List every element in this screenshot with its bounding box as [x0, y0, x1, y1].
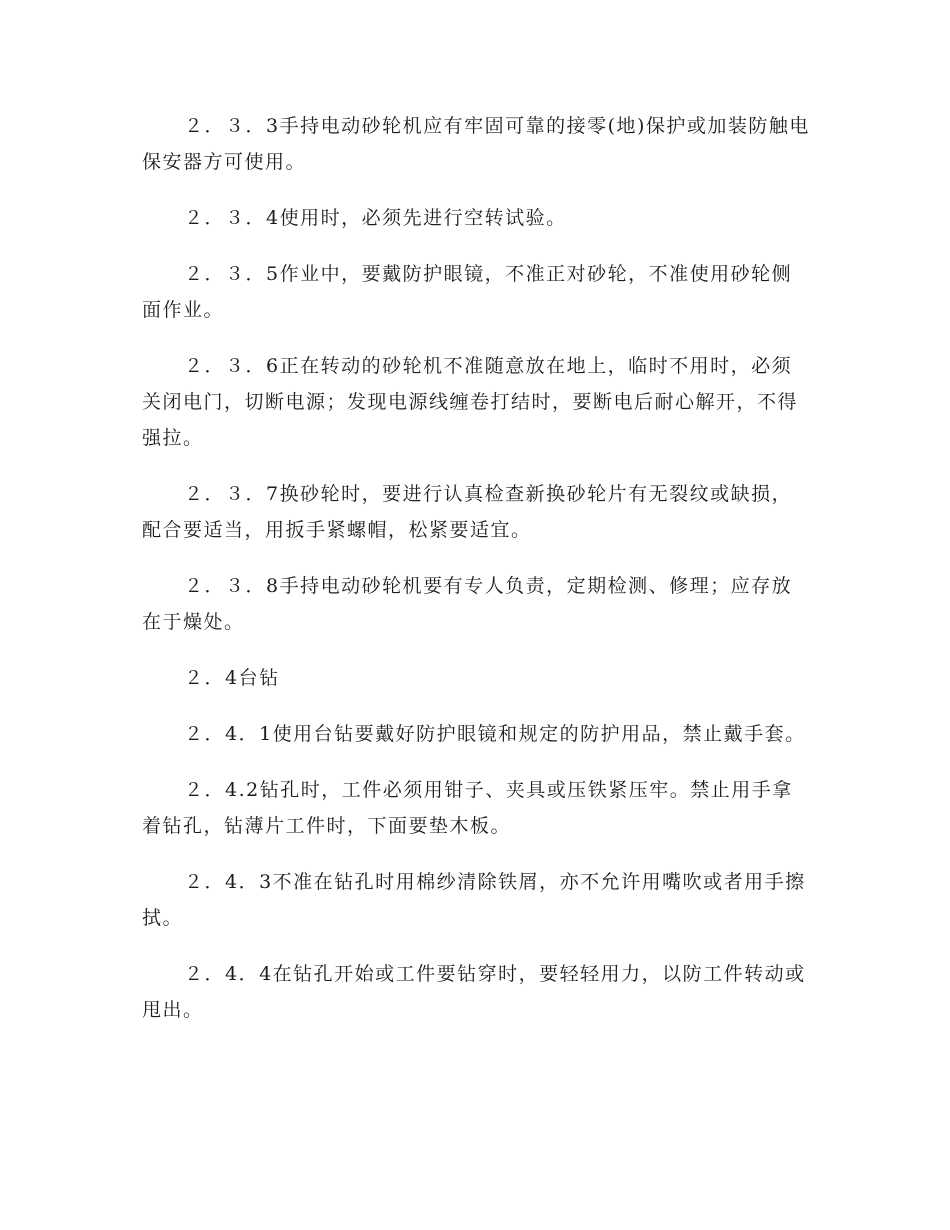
document-body [142, 108, 812, 1048]
paragraph-2-3-7: ２．３．7换砂轮时，要进行认真检查新换砂轮片有无裂纹或缺损，配合要适当，用扳手紧螺帽，松紧要适宜。 [142, 483, 793, 541]
paragraph-2-4-4: ２．4．4在钻孔开始或工件要钻穿时，要轻轻用力，以防工件转动或甩出。 [142, 963, 806, 1021]
paragraph-2-4-3: ２．4．3不准在钻孔时用棉纱清除铁屑，亦不允许用嘴吹或者用手擦拭。 [142, 871, 806, 929]
paragraph-2-4-2: ２．4.2钻孔时，工件必须用钳子、夹具或压铁紧压牢。禁止用手拿着钻孔，钻薄片工件时，下面要垫木板。 [142, 779, 793, 837]
paragraph-2-3-8: ２．３．8手持电动砂轮机要有专人负责，定期检测、修理；应存放在于燥处。 [142, 575, 793, 633]
paragraph-2-4-1: ２．4．1使用台钻要戴好防护眼镜和规定的防护用品，禁止戴手套。 [184, 723, 806, 745]
section-heading-2-4: ２．4台钻 [184, 667, 280, 689]
paragraph-2-3-4: ２．３．4使用时，必须先进行空转试验。 [184, 207, 567, 229]
paragraph-2-3-6: ２．３．6正在转动的砂轮机不准随意放在地上，临时不用时，必须关闭电门，切断电源；发现电源线缠卷打结时，要断电后耐心解开，不得强拉。 [142, 355, 799, 449]
paragraph-2-3-5: ２．３．5作业中，要戴防护眼镜，不准正对砂轮，不准使用砂轮侧面作业。 [142, 263, 793, 321]
paragraph-2-3-3: ２．３．3手持电动砂轮机应有牢固可靠的接零(地)保护或加装防触电保安器方可使用。 [142, 115, 810, 173]
